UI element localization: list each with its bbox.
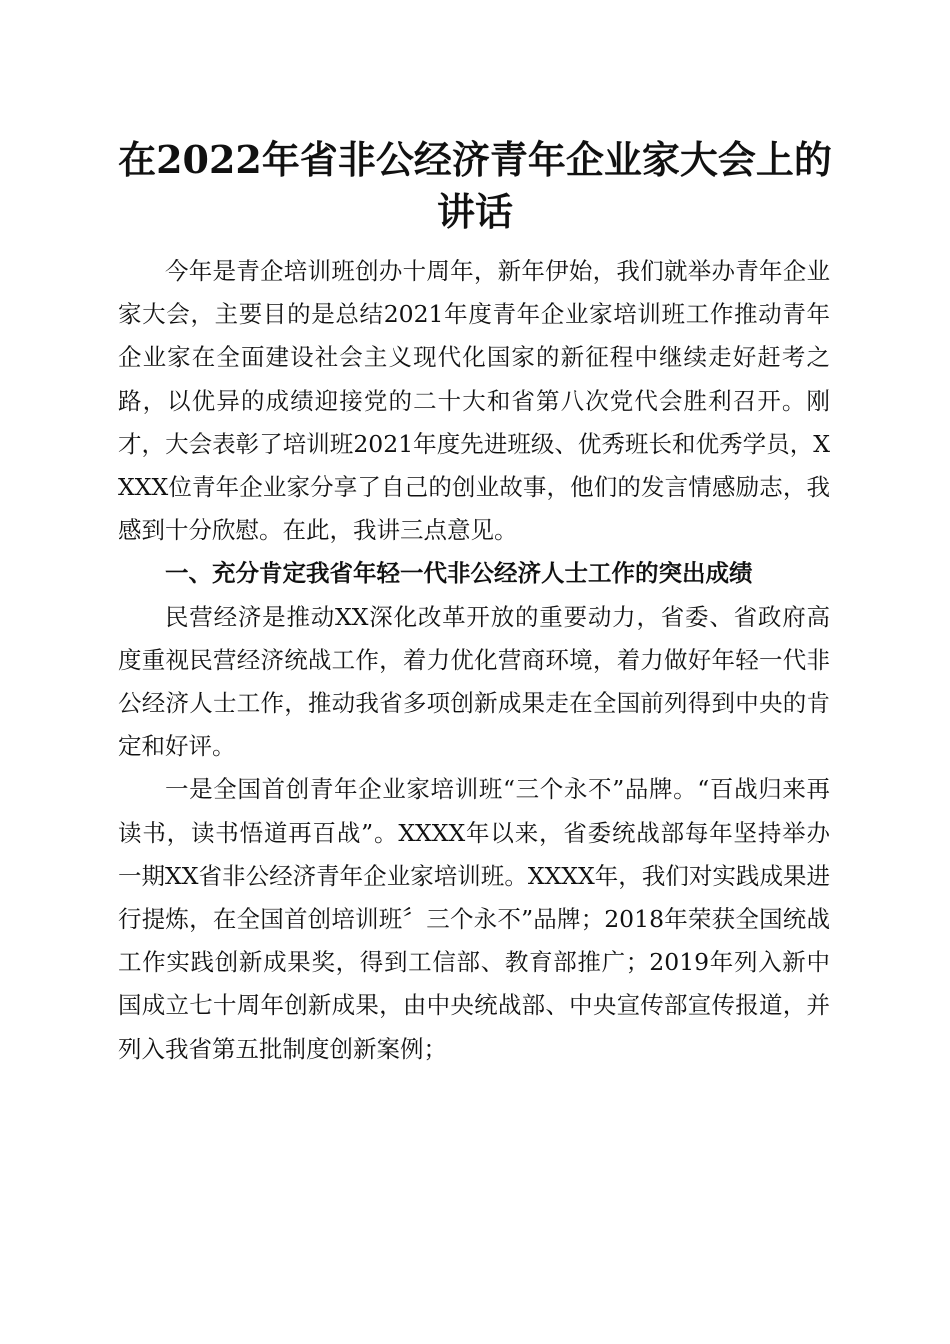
section-heading: 一、充分肯定我省年轻一代非公经济人士工作的突出成绩 [165,559,753,588]
intro-paragraph: 今年是青企培训班创办十周年，新年伊始，我们就举办青年企业家大会，主要目的是总结2021年度青年企业家培训班工作推动青年企业家在全面建设社会主义现代化国家的新征程中继续走好赶考之路，以优异的成绩迎接党的二十大和省第八次党代会胜利召开。刚才，大会表彰了培训班2021年度先进班级、优秀班长和优秀学员，XXXX位青年企业家分享了自己的创业故事，他们的发言情感励志，我感到十分欣慰。在此，我讲三点意见。 [118,257,830,545]
section-paragraph: 一是全国首创青年企业家培训班“三个永不”品牌。“百战归来再读书，读书悟道再百战”。XXXX年以来，省委统战部每年坚持举办一期XX省非公经济青年企业家培训班。XXXX年，我们对实践成果进行提炼，在全国首创培训班〞三个永不”品牌；2018年荣获全国统战工作实践创新成果奖，得到工信部、教育部推广；2019年列入新中国成立七十周年创新成果，由中央统战部、中央宣传部宣传报道，并列入我省第五批制度创新案例； [118,775,830,1063]
section-paragraph: 民营经济是推动XX深化改革开放的重要动力，省委、省政府高度重视民营经济统战工作，着力优化营商环境，着力做好年轻一代非公经济人士工作，推动我省多项创新成果走在全国前列得到中央的肯定和好评。 [118,602,830,761]
document-body [118,250,830,1071]
document-title: 在2022年省非公经济青年企业家大会上的讲话 [118,137,832,234]
